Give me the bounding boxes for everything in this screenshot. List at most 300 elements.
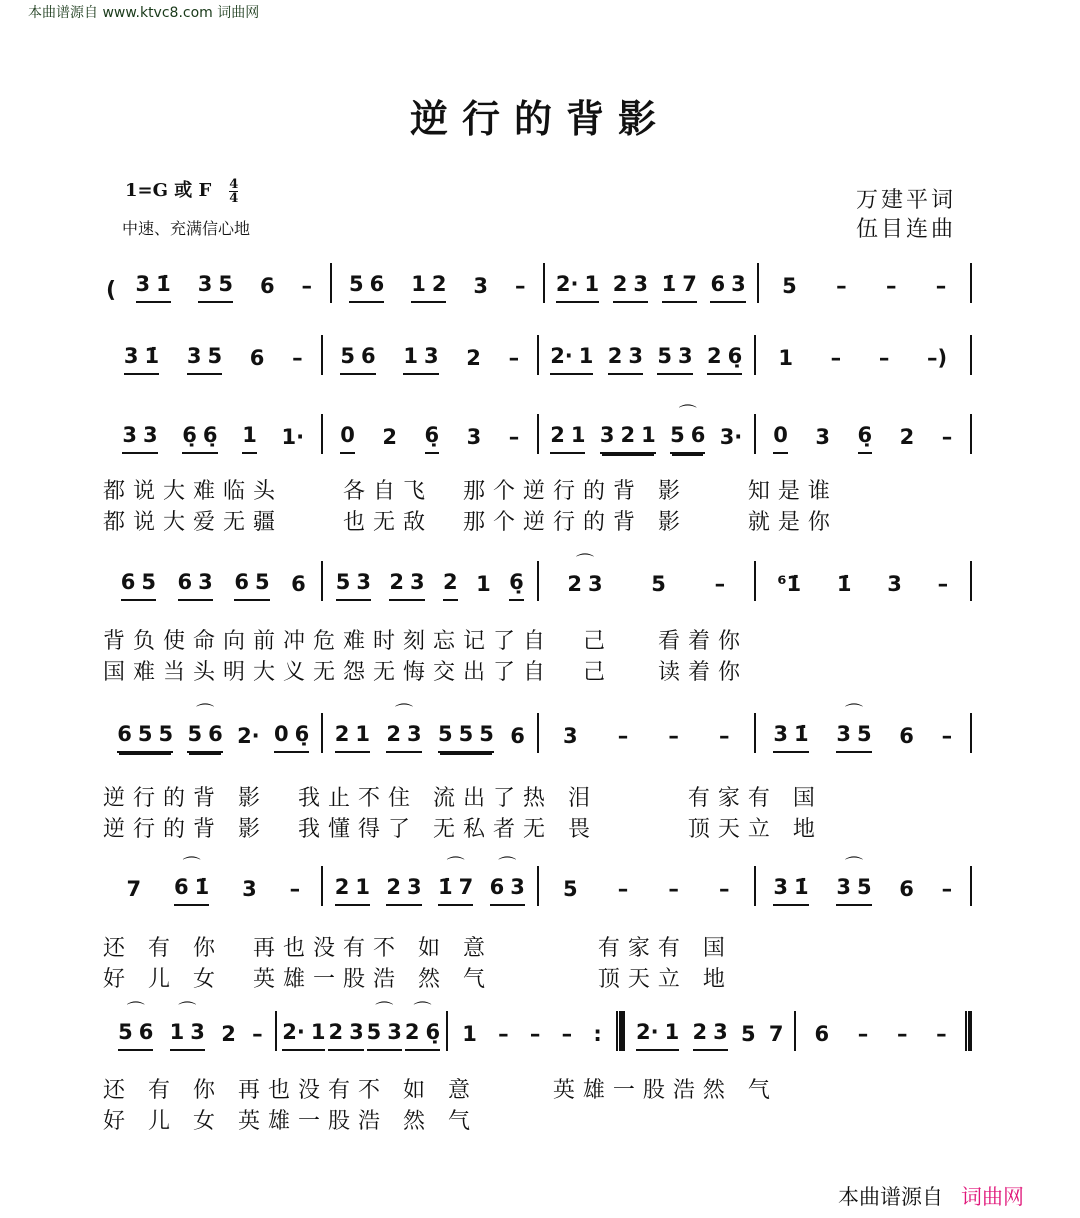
measure <box>106 561 321 601</box>
beamed-group <box>182 422 217 454</box>
note: – <box>718 877 730 901</box>
composer: 伍目连曲 <box>856 217 957 242</box>
lyric-line: 好 儿 女 英雄一股浩 然 气 <box>103 1109 478 1134</box>
beamed-group <box>386 874 421 906</box>
note: 6 <box>690 423 706 447</box>
slur-mark: ⌒ <box>178 1001 197 1022</box>
measure <box>323 561 538 601</box>
note: 5 <box>670 423 685 447</box>
beamed-group <box>366 1001 402 1051</box>
note: 1 <box>169 1020 185 1044</box>
measure <box>332 263 543 303</box>
note: 6 <box>710 272 726 296</box>
measure <box>106 703 321 753</box>
note: 3 <box>773 722 788 746</box>
beamed-group <box>335 721 370 753</box>
measure <box>323 335 538 375</box>
beamed-group <box>403 343 438 375</box>
lyric-line: 还 有 你 再也没有不 如 意 英雄一股浩然 气 <box>103 1078 778 1103</box>
note: 2 <box>382 425 397 449</box>
note: 5 <box>741 1022 756 1046</box>
note: – <box>617 877 629 901</box>
note: 3 <box>142 423 158 447</box>
note: 6 <box>234 570 249 594</box>
note: 5 <box>118 1020 133 1044</box>
note: 3 <box>678 344 693 368</box>
note: – <box>289 877 301 901</box>
note: 3 <box>410 570 425 594</box>
note: 1 <box>411 272 426 296</box>
note: – <box>857 1022 869 1046</box>
measure <box>106 1001 275 1051</box>
note: – <box>515 274 526 298</box>
note: – <box>941 877 953 901</box>
lyric-line: 都说大难临头 各自飞 那个逆行的背 影 知是谁 <box>103 479 838 504</box>
beamed-group <box>773 422 788 454</box>
tempo-marking: 中速、充满信心地 <box>122 219 251 238</box>
note: 1 <box>570 423 586 447</box>
note: 2 <box>328 1020 344 1044</box>
staff-line <box>106 404 972 454</box>
note: 5 <box>340 344 355 368</box>
note: 3 <box>198 570 213 594</box>
note: : <box>593 1022 602 1046</box>
lyrics-block <box>103 474 838 536</box>
note: – <box>668 877 679 901</box>
note: 1 <box>578 344 594 368</box>
beamed-group <box>662 271 697 303</box>
note: 2· <box>237 724 260 748</box>
measure <box>756 856 971 906</box>
note: 3 <box>836 875 851 899</box>
note: 5 <box>335 570 351 594</box>
note: 3 <box>190 1020 205 1044</box>
note: 1 <box>462 1022 477 1046</box>
note: 1̇ <box>437 875 453 899</box>
beamed-group <box>489 856 525 906</box>
beamed-group <box>340 343 375 375</box>
beamed-group <box>122 422 157 454</box>
note: 3 <box>815 425 830 449</box>
beamed-group <box>693 1019 728 1051</box>
note: 1 <box>778 346 793 370</box>
barline <box>970 561 972 601</box>
beamed-group <box>198 271 233 303</box>
measure <box>277 1001 446 1051</box>
lyric-line: 逆行的背 影 我止不住 流出了热 泪 有家有 国 <box>103 786 823 811</box>
beamed-group <box>124 343 159 375</box>
measure <box>539 335 754 375</box>
note: – <box>561 1022 573 1046</box>
note: 5 <box>657 344 673 368</box>
note: 1 <box>584 272 600 296</box>
beamed-group <box>386 703 422 753</box>
measure <box>625 1011 794 1051</box>
measure <box>323 703 538 753</box>
beamed-group <box>425 422 440 454</box>
note: 5 <box>218 272 233 296</box>
beamed-group <box>509 569 524 601</box>
beamed-group <box>121 569 156 601</box>
note: 2· <box>636 1020 659 1044</box>
note: ⁶1̇ <box>777 572 802 596</box>
beamed-group <box>173 856 210 906</box>
time-signature <box>229 178 238 205</box>
note: 3 <box>473 274 489 298</box>
watermark-bottom <box>838 1181 1024 1211</box>
barline <box>970 263 972 303</box>
beamed-group <box>411 271 446 303</box>
measure <box>756 703 971 753</box>
note: 5 <box>207 344 223 368</box>
note: 6 <box>369 272 385 296</box>
note: 2 <box>707 344 722 368</box>
note: – <box>941 425 953 449</box>
beamed-group <box>600 422 656 454</box>
note: 3 <box>563 724 578 748</box>
beamed-group <box>438 721 494 753</box>
beamed-group <box>187 343 222 375</box>
beamed-group <box>340 422 355 454</box>
note: 1· <box>281 425 305 449</box>
watermark-top: 本曲谱源自 www.ktvc8.com 词曲网 <box>28 5 260 21</box>
note: 1̇ <box>156 272 171 296</box>
beamed-group <box>710 271 745 303</box>
watermark-site: 词曲网 <box>961 1185 1024 1209</box>
note: 5 <box>187 722 203 746</box>
note: 1̇ <box>144 344 160 368</box>
note: 5 <box>141 570 157 594</box>
note: – <box>668 724 679 748</box>
note: 1 <box>355 722 370 746</box>
note: 5 <box>856 722 872 746</box>
beamed-group <box>657 343 692 375</box>
lyric-line: 好 儿 女 英雄一股浩 然 气 顶天立 地 <box>103 967 733 992</box>
beamed-group <box>707 343 742 375</box>
measure <box>106 414 321 454</box>
beamed-group <box>404 1001 441 1051</box>
repeat-barline <box>616 1011 623 1051</box>
note: 6̣ <box>857 423 873 447</box>
note: 5 <box>782 274 797 298</box>
note: 2 <box>550 423 565 447</box>
beamed-group <box>335 874 370 906</box>
beamed-group <box>169 1001 205 1051</box>
note: 2· <box>555 272 579 296</box>
note: 2 <box>334 722 350 746</box>
note: 5 <box>254 570 270 594</box>
beamed-group <box>234 569 269 601</box>
note: – <box>714 572 726 596</box>
note: 2 <box>389 570 404 594</box>
note: 6 <box>177 570 193 594</box>
lyricist: 万建平词 <box>856 188 957 213</box>
measure <box>539 404 754 454</box>
note: 3 <box>406 875 422 899</box>
beamed-group <box>443 569 458 601</box>
note: – <box>301 274 313 298</box>
lyrics-block <box>103 1073 778 1135</box>
note: 1 <box>242 423 257 447</box>
note: – <box>718 724 730 748</box>
note: 5 <box>458 722 474 746</box>
credits <box>856 186 956 244</box>
note: 7 <box>682 272 697 296</box>
lyric-line: 背负使命向前冲危难时刻忘记了自 己 看着你 <box>103 629 748 654</box>
open-paren: ( <box>106 278 117 303</box>
slur-mark: ⌒ <box>844 856 863 877</box>
note: 1̇ <box>194 875 210 899</box>
note: – <box>617 724 629 748</box>
note: 1̇ <box>661 272 677 296</box>
beamed-group <box>389 569 424 601</box>
beamed-group <box>274 721 309 753</box>
note: 3 <box>731 272 746 296</box>
beamed-group <box>670 404 706 454</box>
note: 6̣ <box>425 1020 441 1044</box>
note: 3 <box>587 572 603 596</box>
lyric-line: 还 有 你 再也没有不 如 意 有家有 国 <box>103 936 733 961</box>
beamed-group <box>282 1019 325 1051</box>
note: – <box>252 1022 263 1046</box>
note: 3 <box>122 423 137 447</box>
beamed-group <box>550 422 585 454</box>
note: 2 <box>404 1020 420 1044</box>
note: 3 <box>123 344 139 368</box>
lyric-line: 逆行的背 影 我懂得了 无私者无 畏 顶天立 地 <box>103 817 823 842</box>
measure <box>756 561 971 601</box>
note: – <box>836 274 847 298</box>
note: – <box>885 274 897 298</box>
note: 3 <box>135 272 151 296</box>
note: 1̇ <box>836 572 852 596</box>
note: 3 <box>356 570 371 594</box>
note: – <box>941 724 953 748</box>
note: 1 <box>310 1020 326 1044</box>
measure <box>118 263 329 303</box>
note: 6̣ <box>202 423 218 447</box>
note: 1 <box>664 1020 680 1044</box>
slur-mark: ⌒ <box>375 1001 394 1022</box>
note: 3 <box>887 572 902 596</box>
note: 2 <box>899 425 915 449</box>
beamed-group <box>437 856 474 906</box>
barline <box>970 335 972 375</box>
slur-mark: ⌒ <box>498 856 517 877</box>
note: 2 <box>431 272 447 296</box>
lyric-line: 都说大爱无疆 也无敌 那个逆行的背 影 就是你 <box>103 510 838 535</box>
note: 7 <box>458 875 474 899</box>
note: 2· <box>550 344 573 368</box>
note: 2 <box>612 272 628 296</box>
note: 6̣ <box>424 423 440 447</box>
beamed-group <box>550 343 593 375</box>
key-text: 1=G 或 F <box>125 180 212 201</box>
note: 5 <box>366 1020 382 1044</box>
note: 3 <box>628 344 644 368</box>
note: 3 <box>406 722 422 746</box>
note: 6̣ <box>294 722 310 746</box>
slur-mark: ⌒ <box>844 703 863 724</box>
note: 3 <box>349 1020 364 1044</box>
note: 1 <box>403 344 418 368</box>
barline <box>970 414 972 454</box>
note: – <box>896 1022 908 1046</box>
note: 2 <box>620 423 636 447</box>
note: 3 <box>186 344 202 368</box>
note: – <box>508 425 520 449</box>
slur-mark: ⌒ <box>575 553 594 574</box>
slur-mark: ⌒ <box>182 856 201 877</box>
measure <box>106 335 321 375</box>
beamed-group <box>613 271 648 303</box>
staff-line <box>106 856 972 906</box>
barline <box>970 713 972 753</box>
note: 2 <box>386 875 401 899</box>
beamed-group <box>858 422 873 454</box>
note: 3 <box>773 875 788 899</box>
note: 1 <box>355 875 370 899</box>
note: 3 <box>423 344 439 368</box>
note: 0 <box>340 423 355 447</box>
key-signature <box>125 176 238 205</box>
note: –) <box>927 346 948 370</box>
note: 6 <box>489 875 505 899</box>
note: 2 <box>443 570 458 594</box>
note: 3 <box>466 425 482 449</box>
note: 3· <box>719 425 743 449</box>
note: – <box>878 346 890 370</box>
note: 6 <box>814 1022 830 1046</box>
beamed-group <box>836 856 872 906</box>
note: 3 <box>510 875 525 899</box>
measure <box>759 263 970 303</box>
beamed-group <box>556 271 599 303</box>
measure <box>106 856 321 906</box>
measure <box>448 1011 617 1051</box>
beamed-group <box>636 1019 679 1051</box>
note: 6 <box>117 722 132 746</box>
note: 6 <box>291 572 306 596</box>
note: 3 <box>197 272 213 296</box>
measure <box>796 1011 965 1051</box>
note: 6 <box>249 346 265 370</box>
beamed-group <box>336 569 371 601</box>
song-title: 逆行的背影 <box>409 96 670 141</box>
staff-line <box>106 1001 972 1051</box>
note: 0 <box>773 423 788 447</box>
beamed-group <box>836 703 872 753</box>
beamed-group <box>242 422 257 454</box>
measure <box>323 414 538 454</box>
note: 6 <box>899 724 914 748</box>
beamed-group <box>328 1019 363 1051</box>
note: 0 <box>274 722 289 746</box>
note: – <box>498 1022 509 1046</box>
watermark-source: 本曲谱源自 <box>838 1185 943 1209</box>
note: – <box>508 346 520 370</box>
measure <box>323 856 538 906</box>
measure <box>756 414 971 454</box>
note: – <box>936 1022 947 1046</box>
slur-mark: ⌒ <box>196 703 215 724</box>
note: 3 <box>713 1020 728 1044</box>
beamed-group <box>773 874 808 906</box>
note: 3 <box>242 877 257 901</box>
beamed-group <box>118 1001 154 1051</box>
note: 6 <box>173 875 189 899</box>
note: 1 <box>641 423 656 447</box>
note: 6 <box>208 722 223 746</box>
staff-line <box>106 263 972 303</box>
slur-mark: ⌒ <box>394 703 413 724</box>
slur-mark: ⌒ <box>446 856 465 877</box>
note: 2· <box>282 1020 305 1044</box>
beamed-group <box>117 721 173 753</box>
note: 2 <box>221 1022 236 1046</box>
note: 3 <box>599 423 615 447</box>
staff-line <box>106 335 972 375</box>
beamed-group <box>773 721 808 753</box>
slur-mark: ⌒ <box>413 1001 432 1022</box>
final-barline <box>965 1011 972 1051</box>
note: 2 <box>607 344 623 368</box>
note: 6 <box>510 724 525 748</box>
lyric-line: 国难当头明大义无怨无悔交出了自 己 读着你 <box>103 660 748 685</box>
note: 6 <box>138 1020 154 1044</box>
note: 6̣ <box>727 344 743 368</box>
time-sig-bottom: 4 <box>229 190 239 206</box>
note: 6̣ <box>182 423 197 447</box>
barline <box>970 866 972 906</box>
note: 5 <box>349 272 364 296</box>
note: 6̣ <box>509 570 524 594</box>
beamed-group <box>178 569 213 601</box>
measure <box>539 713 754 753</box>
beamed-group <box>608 343 643 375</box>
note: 2 <box>334 875 350 899</box>
note: 3 <box>633 272 648 296</box>
note: 5 <box>137 722 153 746</box>
note: 3 <box>836 722 851 746</box>
note: 5 <box>437 722 453 746</box>
note: 1̇ <box>793 875 809 899</box>
note: 6 <box>120 570 136 594</box>
staff-line <box>106 553 972 601</box>
beamed-group <box>567 553 603 601</box>
staff-line <box>106 703 972 753</box>
note: – <box>937 572 949 596</box>
note: 5 <box>479 722 494 746</box>
beamed-group <box>349 271 384 303</box>
note: 5 <box>563 877 578 901</box>
measure <box>756 335 971 375</box>
note: – <box>529 1022 541 1046</box>
slur-mark: ⌒ <box>126 1001 145 1022</box>
note: 7 <box>768 1022 784 1046</box>
note: – <box>292 346 303 370</box>
lyrics-block <box>103 931 733 993</box>
note: 2 <box>466 346 481 370</box>
beamed-group <box>136 271 171 303</box>
lyrics-block <box>103 624 748 686</box>
note: – <box>935 274 947 298</box>
measure <box>545 263 756 303</box>
note: 1̇ <box>793 722 809 746</box>
note: 3 <box>387 1020 402 1044</box>
lyrics-block <box>103 781 823 843</box>
note: 5 <box>158 722 174 746</box>
